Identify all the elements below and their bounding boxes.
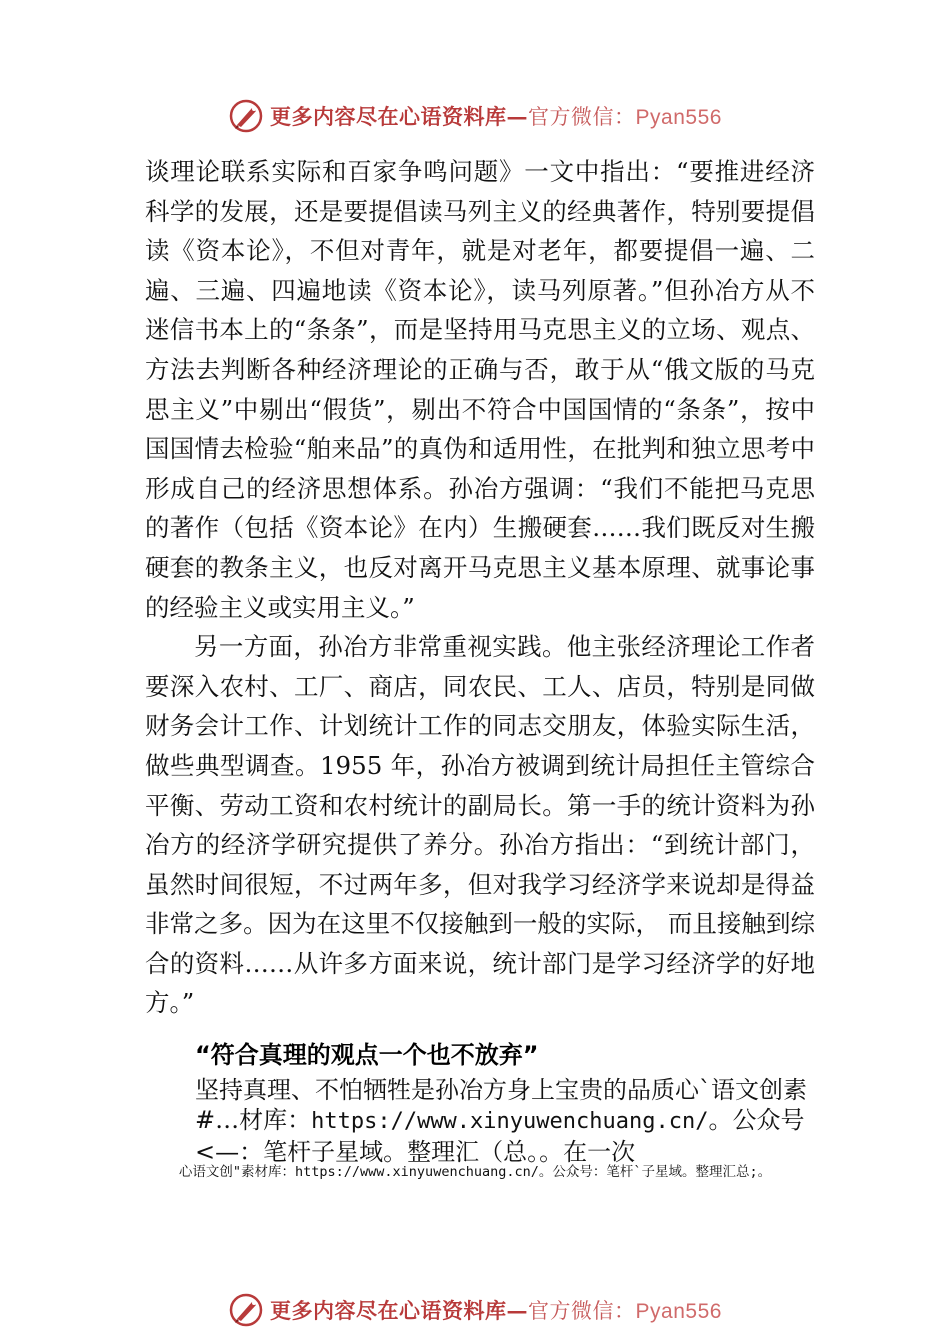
pen-logo-icon bbox=[228, 1292, 264, 1328]
footer-banner-wechat-id: Pyan556 bbox=[635, 1300, 722, 1323]
paragraph-3-text-b: 。公众号<—：笔杆子星域。整理汇（总。。在一次 bbox=[195, 1106, 805, 1167]
banner-text bbox=[270, 101, 722, 131]
banner-wechat-id: Pyan556 bbox=[635, 106, 722, 129]
paragraph-2: 另一方面，孙冶方非常重视实践。他主张经济理论工作者要深入农村、工厂、商店，同农民、工人、店员，特别是同做财务会计工作、计划统计工作的同志交朋友，体验实际生活，做些典型调查。1955 年，孙冶方被调到统计局担任主管综合平衡、劳动工资和农村统计的副局长。第一手的统计资料为孙冶方的经济学研究提供了养分。孙冶方指出：“到统计部门，虽然时间很短，不过两年多，但对我学习经济学来说却是得益非常之多。因为在这里不仅接触到一般的实际， 而且接触到综合的资料……从许多方面来说，统计部门是学习经济学的好地方。” bbox=[145, 632, 815, 1018]
footer-banner-main-text: 更多内容尽在心语资料库— bbox=[270, 1298, 529, 1323]
footer-banner bbox=[0, 1290, 950, 1330]
paragraph-3-text-a: 坚持真理、不怕牺牲是孙冶方身上宝贵的品质心`语文创素#…材库： bbox=[195, 1076, 807, 1135]
footer-banner-content bbox=[228, 1292, 722, 1328]
footer-banner-wechat-label: 官方微信： bbox=[528, 1299, 636, 1323]
banner-content bbox=[228, 98, 722, 134]
section-title: “符合真理的观点一个也不放弃” bbox=[195, 1041, 539, 1070]
banner-wechat-label: 官方微信： bbox=[528, 105, 636, 129]
pen-logo-icon bbox=[228, 98, 264, 134]
header-banner bbox=[0, 96, 950, 136]
paragraph-1: 谈理论联系实际和百家争鸣问题》一文中指出：“要推进经济科学的发展，还是要提倡读马列主义的经典著作，特别要提倡读《资本论》，不但对青年，就是对老年，都要提倡一遍、二遍、三遍、四遍地读《资本论》，读马列原著。”但孙冶方从不迷信书本上的“条条”，而是坚持用马克思主义的立场、观点、方法去判断各种经济理论的正确与否，敢于从“俄文版的马克思主义”中剔出“假货”，剔出不符合中国国情的“条条”，按中国国情去检验“舶来品”的真伪和适用性，在批判和独立思考中形成自己的经济思想体系。孙冶方强调：“我们不能把马克思的著作（包括《资本论》在内）生搬硬套……我们既反对生搬硬套的教条主义，也反对离开马克思主义基本原理、就事论事的经验主义或实用主义。” bbox=[145, 157, 815, 622]
source-url: https://www.xinyuwenchuang.cn/ bbox=[311, 1109, 709, 1135]
footer-banner-text bbox=[270, 1295, 722, 1325]
footnote: 心语文创"素材库：https://www.xinyuwenchuang.cn/。公众号：笔杆`子星域。整理汇总;。 bbox=[178, 1164, 772, 1180]
paragraph-3 bbox=[195, 1075, 815, 1167]
banner-main-text: 更多内容尽在心语资料库— bbox=[270, 104, 529, 129]
document-body bbox=[145, 152, 815, 1167]
